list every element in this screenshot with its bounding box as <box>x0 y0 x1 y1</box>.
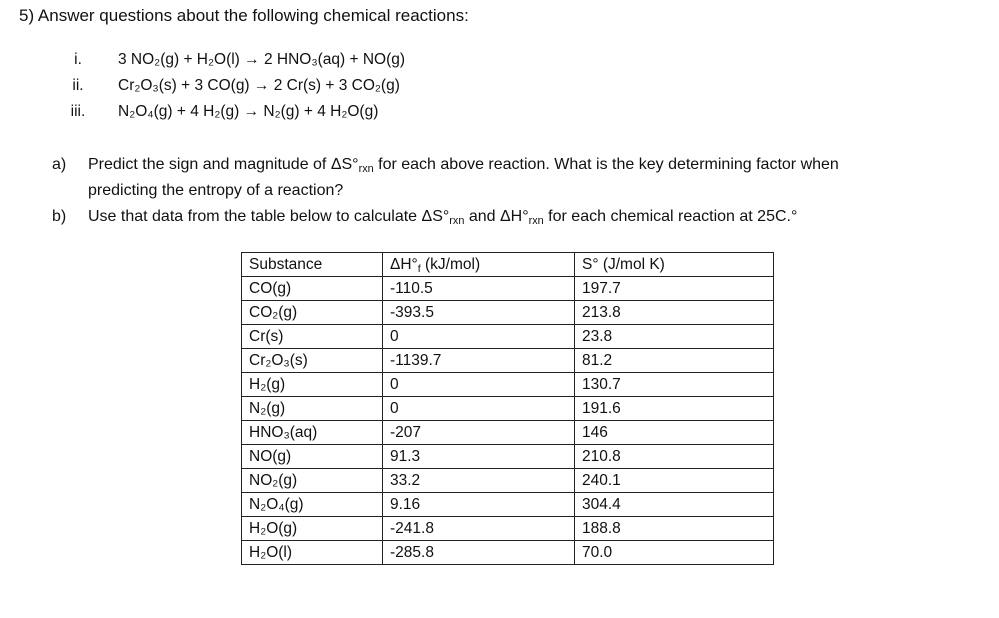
table-row <box>242 277 774 301</box>
rxn-subscript: rxn <box>449 215 465 227</box>
reaction-numeral: ii. <box>72 77 84 94</box>
table-row <box>242 445 774 469</box>
cell-substance: H₂O(l) <box>242 541 383 565</box>
sub-question-list <box>52 152 839 230</box>
question-heading: 5) Answer questions about the following chemical reactions: <box>19 6 469 25</box>
rxn-subscript: rxn <box>528 215 544 227</box>
sub-question-letter: b) <box>52 208 67 225</box>
cell-enthalpy: 0 <box>383 397 575 421</box>
table-row <box>242 421 774 445</box>
cell-entropy: 210.8 <box>575 445 774 469</box>
cell-enthalpy: 0 <box>383 325 575 349</box>
cell-substance: CO(g) <box>242 277 383 301</box>
cell-substance: H₂(g) <box>242 373 383 397</box>
cell-substance: Cr₂O₃(s) <box>242 349 383 373</box>
sub-question-b <box>52 204 839 230</box>
cell-entropy: 191.6 <box>575 397 774 421</box>
cell-enthalpy: -1139.7 <box>383 349 575 373</box>
cell-substance: HNO₃(aq) <box>242 421 383 445</box>
header-entropy: S° (J/mol K) <box>575 253 774 277</box>
header-substance: Substance <box>242 253 383 277</box>
table-row <box>242 373 774 397</box>
cell-substance: NO(g) <box>242 445 383 469</box>
cell-entropy: 304.4 <box>575 493 774 517</box>
cell-entropy: 146 <box>575 421 774 445</box>
reaction-equation: 3 NO₂(g) + H₂O(l) → 2 HNO₃(aq) + NO(g) <box>118 51 406 68</box>
cell-enthalpy: 9.16 <box>383 493 575 517</box>
table-row <box>242 349 774 373</box>
cell-substance: CO₂(g) <box>242 301 383 325</box>
cell-entropy: 23.8 <box>575 325 774 349</box>
cell-entropy: 188.8 <box>575 517 774 541</box>
sub-question-text: Predict the sign and magnitude of $\Delta S^\circ_{rxn}$ for each above reaction. What is the key determining factor when <box>88 156 839 175</box>
sub-question-text-continued: predicting the entropy of a reaction? <box>88 182 344 199</box>
cell-enthalpy: 0 <box>383 373 575 397</box>
cell-enthalpy: -110.5 <box>383 277 575 301</box>
cell-entropy: 213.8 <box>575 301 774 325</box>
table-row <box>242 493 774 517</box>
cell-entropy: 81.2 <box>575 349 774 373</box>
header-enthalpy: $\Delta H^\circ_f$ (kJ/mol) <box>383 253 575 277</box>
sub-question-text: Use that data from the table below to calculate $\Delta S^\circ_{rxn}$ and $\Delta H^\circ_{rxn}$ for each chemical reaction at 25C.° <box>88 208 798 227</box>
cell-enthalpy: -285.8 <box>383 541 575 565</box>
reaction-equation: Cr₂O₃(s) + 3 CO(g) → 2 Cr(s) + 3 CO₂(g) <box>118 77 400 94</box>
cell-substance: NO₂(g) <box>242 469 383 493</box>
table-header-row <box>242 253 774 277</box>
cell-entropy: 130.7 <box>575 373 774 397</box>
cell-substance: N₂O₄(g) <box>242 493 383 517</box>
cell-enthalpy: -393.5 <box>383 301 575 325</box>
reaction-numeral: i. <box>74 51 82 68</box>
cell-enthalpy: 33.2 <box>383 469 575 493</box>
table-row <box>242 469 774 493</box>
table-row <box>242 325 774 349</box>
cell-entropy: 240.1 <box>575 469 774 493</box>
cell-enthalpy: -207 <box>383 421 575 445</box>
cell-enthalpy: -241.8 <box>383 517 575 541</box>
reaction-numeral: iii. <box>70 103 86 120</box>
sub-question-a <box>52 152 839 204</box>
table-row <box>242 541 774 565</box>
table-row <box>242 397 774 421</box>
cell-entropy: 197.7 <box>575 277 774 301</box>
reaction-equation: N₂O₄(g) + 4 H₂(g) → N₂(g) + 4 H₂O(g) <box>118 103 379 120</box>
table-row <box>242 517 774 541</box>
rxn-subscript: rxn <box>358 163 374 175</box>
cell-substance: H₂O(g) <box>242 517 383 541</box>
cell-substance: N₂(g) <box>242 397 383 421</box>
cell-substance: Cr(s) <box>242 325 383 349</box>
table-row <box>242 301 774 325</box>
thermo-data-table <box>241 252 774 565</box>
cell-enthalpy: 91.3 <box>383 445 575 469</box>
sub-question-letter: a) <box>52 156 67 173</box>
cell-entropy: 70.0 <box>575 541 774 565</box>
